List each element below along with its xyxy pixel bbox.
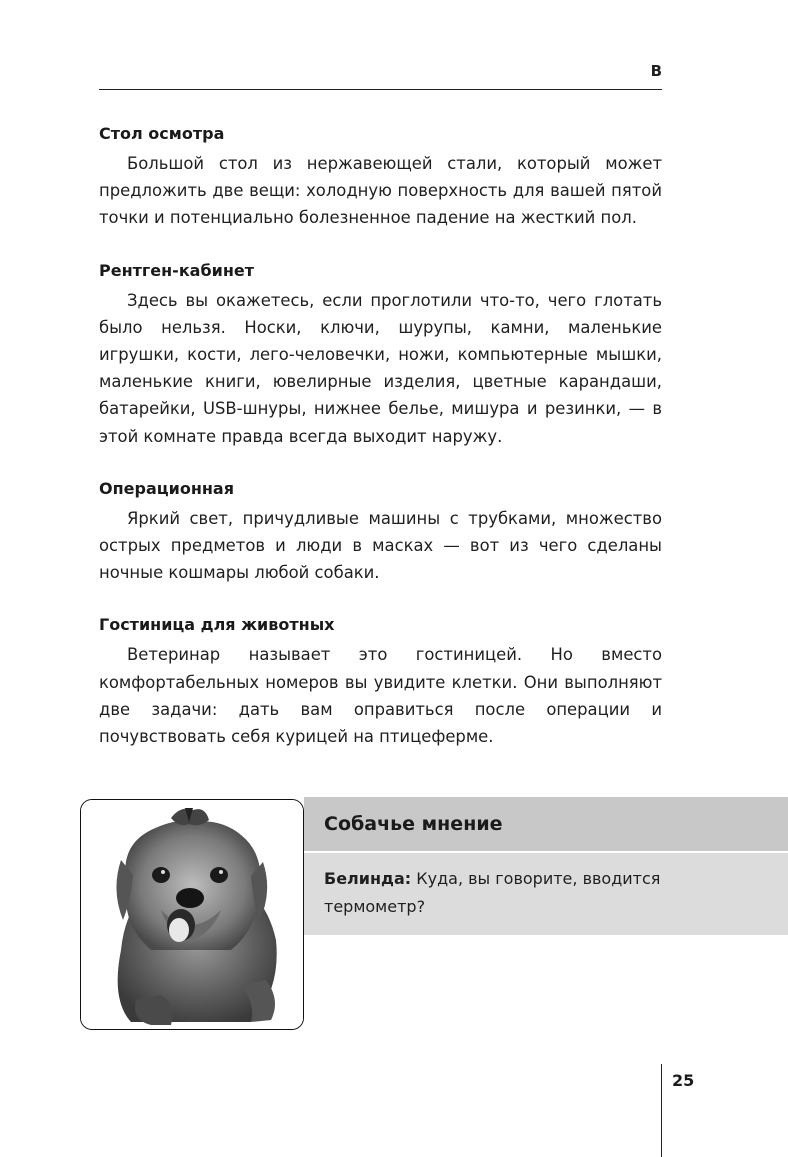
- section-exam-table: [99, 122, 662, 232]
- dog-photo: [80, 799, 304, 1030]
- section-heading: Операционная: [99, 478, 234, 498]
- quote-text: Куда, вы говорите, вводится термометр?: [324, 869, 661, 916]
- section-paragraph: Ветеринар называет это гостиницей. Но вместо комфортабельных номеров вы увидите клетки. Они выполняют две задачи: дать вам оправиться после операции и почувствовать себя курицей на птицеферме.: [99, 645, 662, 747]
- page-number-rule: [661, 1064, 662, 1157]
- section-pet-hotel: [99, 613, 662, 750]
- sidebar-quote: [324, 865, 664, 921]
- yorkshire-terrier-icon: [81, 800, 303, 1029]
- sidebar-title-band: [304, 797, 788, 851]
- sidebar-body-band: [304, 853, 788, 935]
- header-divider: [99, 89, 662, 90]
- section-operating-room: [99, 477, 662, 587]
- section-paragraph: Большой стол из нержавеющей стали, который может предложить две вещи: холодную поверхность для вашей пятой точки и потенциально болезненное падение на жесткий пол.: [99, 154, 662, 228]
- quote-speaker: Белинда:: [324, 869, 412, 888]
- section-xray-room: [99, 259, 662, 450]
- section-paragraph: Яркий свет, причудливые машины с трубками, множество острых предметов и люди в масках — вот из чего сделаны ночные кошмары любой собаки.: [99, 508, 662, 583]
- page-content: [99, 122, 662, 777]
- dog-opinion-sidebar: [78, 797, 788, 1032]
- section-heading: Гостиница для животных: [99, 615, 335, 635]
- section-heading: Рентген-кабинет: [99, 260, 255, 280]
- section-paragraph: Здесь вы окажетесь, если проглотили что-то, чего глотать было нельзя. Носки, ключи, шурупы, камни, маленькие игрушки, кости, лего-человечки, ножи, компьютерные мышки, маленькие книги, ювелирные изделия, цветные карандаши, батарейки, USB-шнуры, нижнее белье, мишура и резинки, — в этой комнате правда всегда выходит наружу.: [99, 290, 662, 446]
- running-header-letter: В: [650, 62, 662, 80]
- section-heading: Стол осмотра: [99, 124, 225, 143]
- sidebar-title: Собачье мнение: [324, 813, 503, 835]
- page-number: 25: [672, 1071, 695, 1090]
